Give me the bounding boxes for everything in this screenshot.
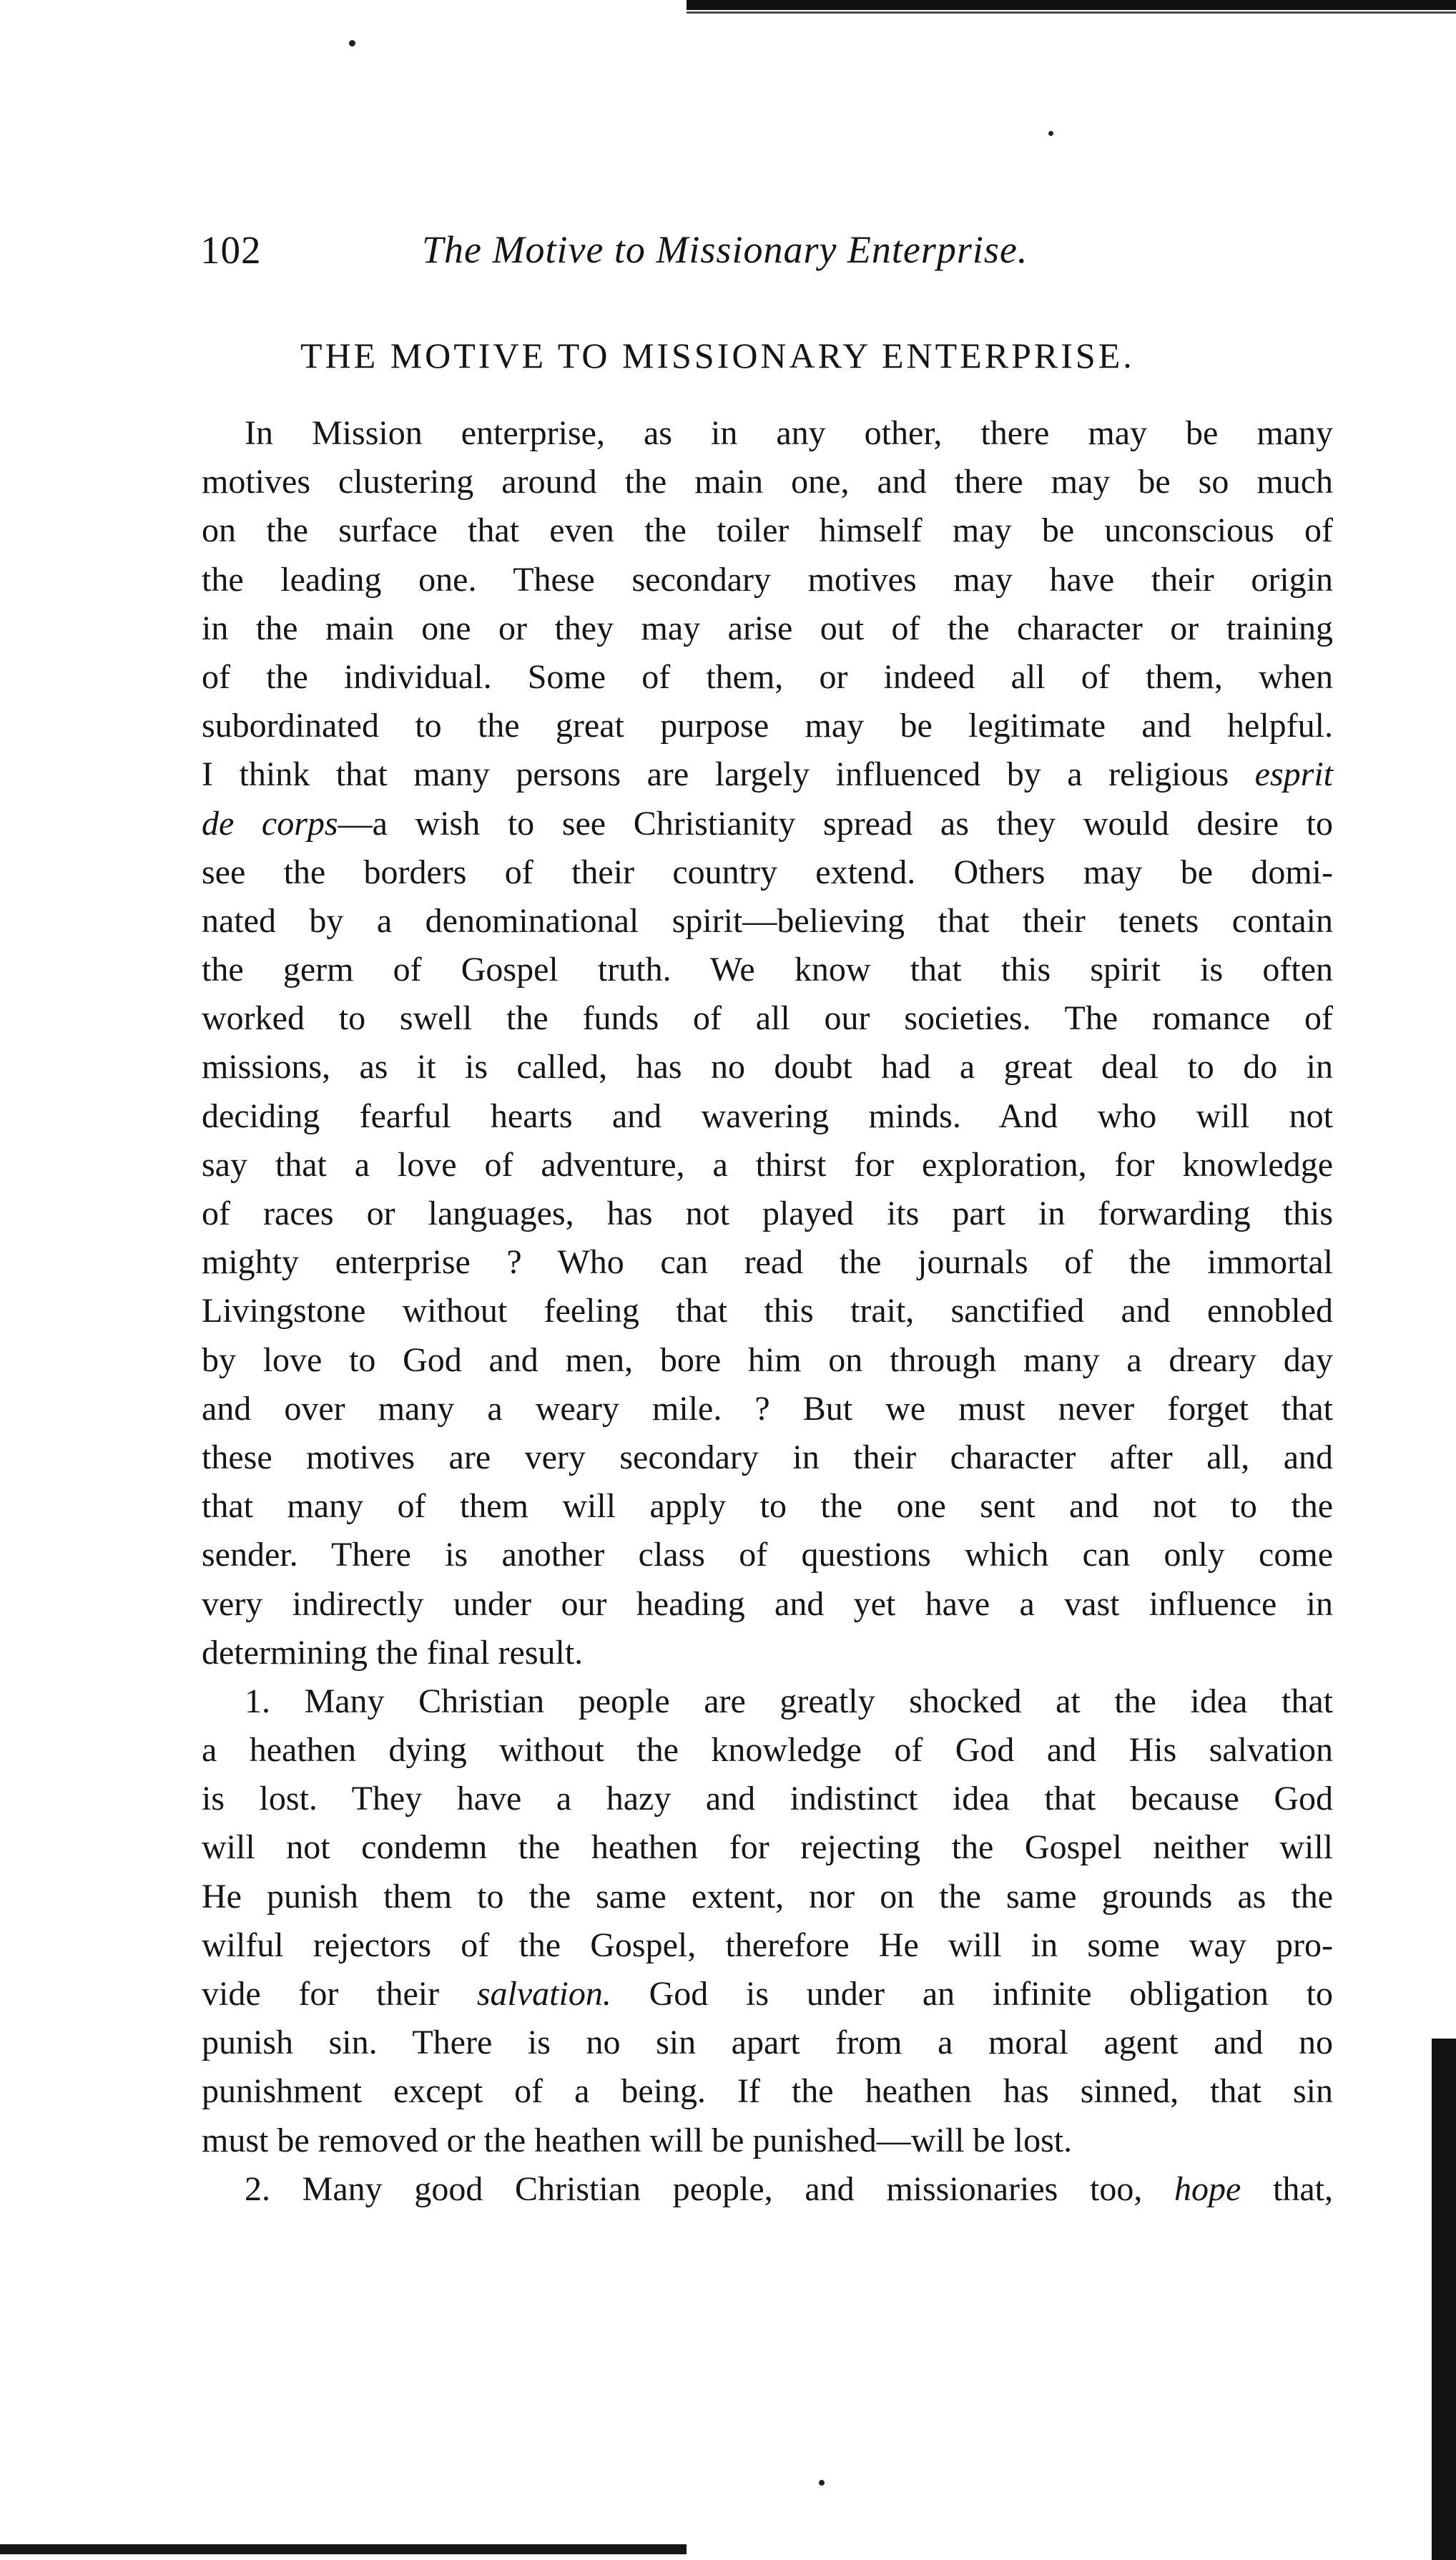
text-line: in the main one or they may arise out of the character or training — [202, 609, 1333, 647]
text-line: motives clustering around the main one, and there may be so much — [202, 463, 1333, 501]
text-line: will not condemn the heathen for rejecting the Gospel neither will — [202, 1828, 1333, 1867]
text-line: In Mission enterprise, as in any other, there may be many — [245, 414, 1333, 452]
text-segment: I think that many persons are largely influenced by a religious — [202, 755, 1229, 794]
text-line: of races or languages, has not played its part in forwarding this — [202, 1195, 1333, 1232]
text-line: subordinated to the great purpose may be legitimate and helpful. — [202, 707, 1333, 745]
text-line: punish sin. There is no sin apart from a moral agent and no — [202, 2024, 1333, 2062]
text-line: sender. There is another class of questions which can only come — [202, 1536, 1333, 1574]
text-line: that many of them will apply to the one sent and not to the — [202, 1487, 1333, 1526]
text-line: these motives are very secondary in their character after all, and — [202, 1438, 1333, 1476]
running-head — [200, 227, 1344, 285]
text-line — [202, 800, 1333, 848]
text-line: see the borders of their country extend. Others may be domi- — [202, 853, 1333, 891]
page-number: 102 — [200, 228, 262, 272]
ink-speck — [349, 40, 355, 46]
article-title: THE MOTIVE TO MISSIONARY ENTERPRISE. — [300, 335, 1135, 376]
text-line: of the individual. Some of them, or indeed all of them, when — [202, 657, 1333, 696]
text-line: deciding fearful hearts and wavering minds. And who will not — [202, 1097, 1333, 1135]
italic-term: esprit — [1254, 755, 1334, 794]
text-line: the germ of Gospel truth. We know that this spirit is often — [202, 951, 1333, 989]
text-line — [202, 1970, 1333, 2019]
italic-term: hope — [1174, 2169, 1241, 2208]
text-line — [202, 2165, 1333, 2214]
text-line: determining the final result. — [202, 1633, 584, 1672]
text-line: Livingstone without feeling that this trait, sanctified and ennobled — [202, 1292, 1333, 1330]
text-line: nated by a denominational spirit—believing that their tenets contain — [202, 901, 1333, 940]
italic-term: de corps — [202, 804, 338, 843]
text-line: on the surface that even the toiler himself may be unconscious of — [202, 511, 1333, 550]
text-line: is lost. They have a hazy and indistinct idea that because God — [202, 1780, 1333, 1818]
bottom-edge-rule — [0, 2544, 687, 2554]
text-line: say that a love of adventure, a thirst for exploration, for knowledge — [202, 1145, 1333, 1184]
text-line: mighty enterprise ? Who can read the journals of the immortal — [202, 1243, 1333, 1282]
text-line: wilful rejectors of the Gospel, therefore He will in some way pro- — [202, 1926, 1333, 1964]
text-segment: 2. Many good Christian people, and missionaries too, — [245, 2169, 1143, 2208]
text-line: punishment except of a being. If the heathen has sinned, that sin — [202, 2072, 1333, 2111]
text-line: the leading one. These secondary motives may have their origin — [202, 560, 1333, 599]
right-edge-shadow — [1432, 2039, 1456, 2560]
text-line: very indirectly under our heading and yet have a vast influence in — [202, 1584, 1333, 1623]
text-segment: vide for their — [202, 1975, 440, 2013]
ink-speck — [819, 2480, 825, 2486]
top-edge-rule — [687, 0, 1456, 10]
text-line: worked to swell the funds of all our societies. The romance of — [202, 999, 1333, 1038]
text-line — [202, 750, 1333, 799]
text-line: by love to God and men, bore him on through many a dreary day — [202, 1340, 1333, 1379]
running-title: The Motive to Missionary Enterprise. — [422, 228, 1028, 271]
article-body — [202, 409, 1333, 2214]
ink-speck — [1048, 131, 1053, 136]
text-line: and over many a weary mile. ? But we must never forget that — [202, 1389, 1333, 1428]
text-line: He punish them to the same extent, nor on the same grounds as the — [202, 1877, 1333, 1916]
text-line: must be removed or the heathen will be punished—will be lost. — [202, 2121, 1073, 2159]
text-segment: that, — [1273, 2169, 1333, 2208]
text-segment: God is under an infinite obligation to — [649, 1975, 1334, 2013]
text-line: 1. Many Christian people are greatly shocked at the idea that — [245, 1682, 1333, 1720]
italic-term: salvation. — [476, 1975, 611, 2013]
text-line: a heathen dying without the knowledge of God and His salvation — [202, 1731, 1333, 1770]
text-line: missions, as it is called, has no doubt had a great deal to do in — [202, 1048, 1333, 1087]
text-segment: —a wish to see Christianity spread as they would desire to — [338, 804, 1334, 843]
